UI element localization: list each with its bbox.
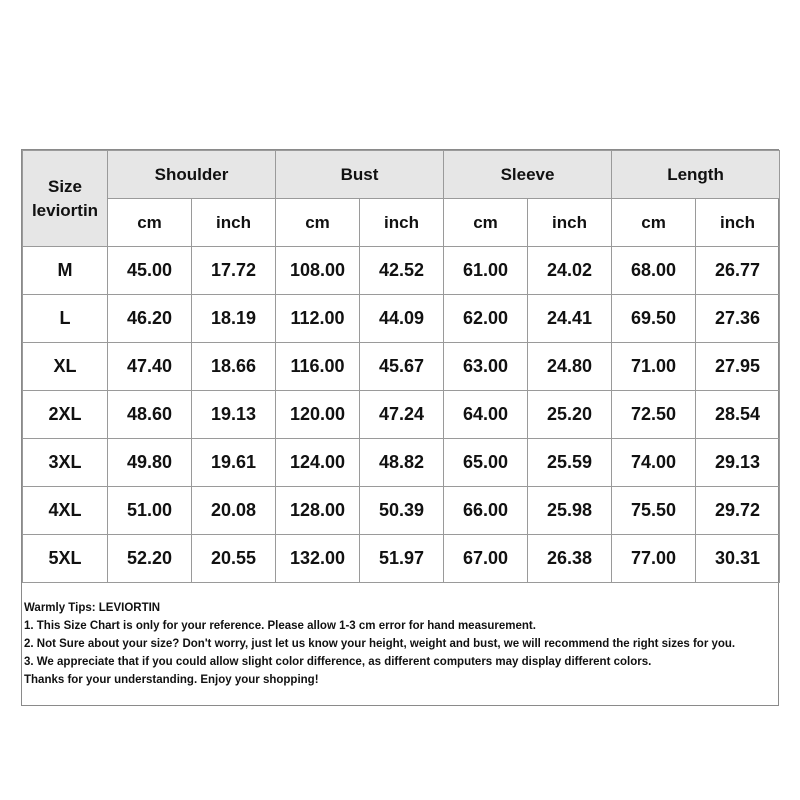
sleeve-cm-cell: 66.00 bbox=[444, 487, 528, 535]
bust-inch-cell: 50.39 bbox=[360, 487, 444, 535]
sleeve-inch-cell: 26.38 bbox=[528, 535, 612, 583]
sleeve-inch-cell: 25.20 bbox=[528, 391, 612, 439]
sleeve-inch-cell: 25.98 bbox=[528, 487, 612, 535]
table-row bbox=[23, 247, 780, 295]
length-inch-cell: 30.31 bbox=[696, 535, 780, 583]
size-table bbox=[22, 150, 780, 583]
bust-cm-cell: 112.00 bbox=[276, 295, 360, 343]
tips-line-2: 2. Not Sure about your size? Don't worry, just let us know your height, weight and bust, we will recommend the right sizes for you. bbox=[24, 638, 736, 650]
length-inch-cell: 28.54 bbox=[696, 391, 780, 439]
length-cm-cell: 74.00 bbox=[612, 439, 696, 487]
sleeve-inch-cell: 24.02 bbox=[528, 247, 612, 295]
length-cm-cell: 72.50 bbox=[612, 391, 696, 439]
table-row bbox=[23, 391, 780, 439]
length-inch-header: inch bbox=[696, 199, 780, 247]
bust-cm-cell: 108.00 bbox=[276, 247, 360, 295]
size-header-line2: leviortin bbox=[31, 200, 99, 220]
table-row bbox=[23, 295, 780, 343]
size-cell: 3XL bbox=[23, 439, 108, 487]
bust-cm-cell: 116.00 bbox=[276, 343, 360, 391]
bust-inch-cell: 44.09 bbox=[360, 295, 444, 343]
shoulder-inch-cell: 18.19 bbox=[192, 295, 276, 343]
tips-thanks: Thanks for your understanding. Enjoy your shopping! bbox=[24, 674, 319, 686]
length-cm-cell: 69.50 bbox=[612, 295, 696, 343]
size-cell: 5XL bbox=[23, 535, 108, 583]
warmly-tips bbox=[24, 599, 776, 689]
group-header-row bbox=[23, 151, 780, 199]
shoulder-cm-cell: 45.00 bbox=[108, 247, 192, 295]
length-cm-header: cm bbox=[612, 199, 696, 247]
bust-header: Bust bbox=[276, 151, 444, 199]
bust-cm-cell: 124.00 bbox=[276, 439, 360, 487]
shoulder-inch-cell: 20.55 bbox=[192, 535, 276, 583]
length-inch-cell: 29.13 bbox=[696, 439, 780, 487]
length-inch-cell: 27.36 bbox=[696, 295, 780, 343]
table-row bbox=[23, 343, 780, 391]
size-column-header bbox=[23, 151, 108, 247]
length-cm-cell: 75.50 bbox=[612, 487, 696, 535]
bust-inch-cell: 45.67 bbox=[360, 343, 444, 391]
size-header-line1: Size bbox=[47, 176, 83, 196]
bust-inch-cell: 51.97 bbox=[360, 535, 444, 583]
unit-header-row bbox=[23, 199, 780, 247]
shoulder-inch-cell: 17.72 bbox=[192, 247, 276, 295]
length-inch-cell: 29.72 bbox=[696, 487, 780, 535]
sleeve-header: Sleeve bbox=[444, 151, 612, 199]
sleeve-cm-header: cm bbox=[444, 199, 528, 247]
sleeve-cm-cell: 61.00 bbox=[444, 247, 528, 295]
bust-inch-cell: 42.52 bbox=[360, 247, 444, 295]
shoulder-inch-cell: 18.66 bbox=[192, 343, 276, 391]
tips-title: Warmly Tips: LEVIORTIN bbox=[24, 602, 161, 614]
bust-cm-cell: 132.00 bbox=[276, 535, 360, 583]
sleeve-cm-cell: 64.00 bbox=[444, 391, 528, 439]
size-chart bbox=[21, 149, 779, 706]
bust-inch-header: inch bbox=[360, 199, 444, 247]
shoulder-cm-cell: 49.80 bbox=[108, 439, 192, 487]
sleeve-inch-cell: 24.80 bbox=[528, 343, 612, 391]
shoulder-cm-cell: 51.00 bbox=[108, 487, 192, 535]
shoulder-inch-cell: 19.61 bbox=[192, 439, 276, 487]
bust-cm-cell: 128.00 bbox=[276, 487, 360, 535]
sleeve-cm-cell: 63.00 bbox=[444, 343, 528, 391]
bust-cm-cell: 120.00 bbox=[276, 391, 360, 439]
shoulder-inch-cell: 19.13 bbox=[192, 391, 276, 439]
size-cell: M bbox=[23, 247, 108, 295]
tips-line-3: 3. We appreciate that if you could allow slight color difference, as different computers may display different colors. bbox=[24, 656, 652, 668]
sleeve-inch-cell: 24.41 bbox=[528, 295, 612, 343]
shoulder-cm-cell: 47.40 bbox=[108, 343, 192, 391]
sleeve-cm-cell: 65.00 bbox=[444, 439, 528, 487]
table-row bbox=[23, 535, 780, 583]
length-header: Length bbox=[612, 151, 780, 199]
length-inch-cell: 26.77 bbox=[696, 247, 780, 295]
sleeve-inch-header: inch bbox=[528, 199, 612, 247]
bust-inch-cell: 48.82 bbox=[360, 439, 444, 487]
size-cell: 4XL bbox=[23, 487, 108, 535]
shoulder-cm-cell: 48.60 bbox=[108, 391, 192, 439]
shoulder-inch-cell: 20.08 bbox=[192, 487, 276, 535]
shoulder-cm-header: cm bbox=[108, 199, 192, 247]
sleeve-inch-cell: 25.59 bbox=[528, 439, 612, 487]
size-cell: L bbox=[23, 295, 108, 343]
sleeve-cm-cell: 62.00 bbox=[444, 295, 528, 343]
sleeve-cm-cell: 67.00 bbox=[444, 535, 528, 583]
length-cm-cell: 77.00 bbox=[612, 535, 696, 583]
bust-inch-cell: 47.24 bbox=[360, 391, 444, 439]
length-cm-cell: 68.00 bbox=[612, 247, 696, 295]
bust-cm-header: cm bbox=[276, 199, 360, 247]
tips-line-1: 1. This Size Chart is only for your reference. Please allow 1-3 cm error for hand measurement. bbox=[24, 620, 536, 632]
shoulder-cm-cell: 46.20 bbox=[108, 295, 192, 343]
size-cell: XL bbox=[23, 343, 108, 391]
size-cell: 2XL bbox=[23, 391, 108, 439]
length-cm-cell: 71.00 bbox=[612, 343, 696, 391]
length-inch-cell: 27.95 bbox=[696, 343, 780, 391]
table-row bbox=[23, 487, 780, 535]
shoulder-header: Shoulder bbox=[108, 151, 276, 199]
shoulder-inch-header: inch bbox=[192, 199, 276, 247]
table-row bbox=[23, 439, 780, 487]
shoulder-cm-cell: 52.20 bbox=[108, 535, 192, 583]
